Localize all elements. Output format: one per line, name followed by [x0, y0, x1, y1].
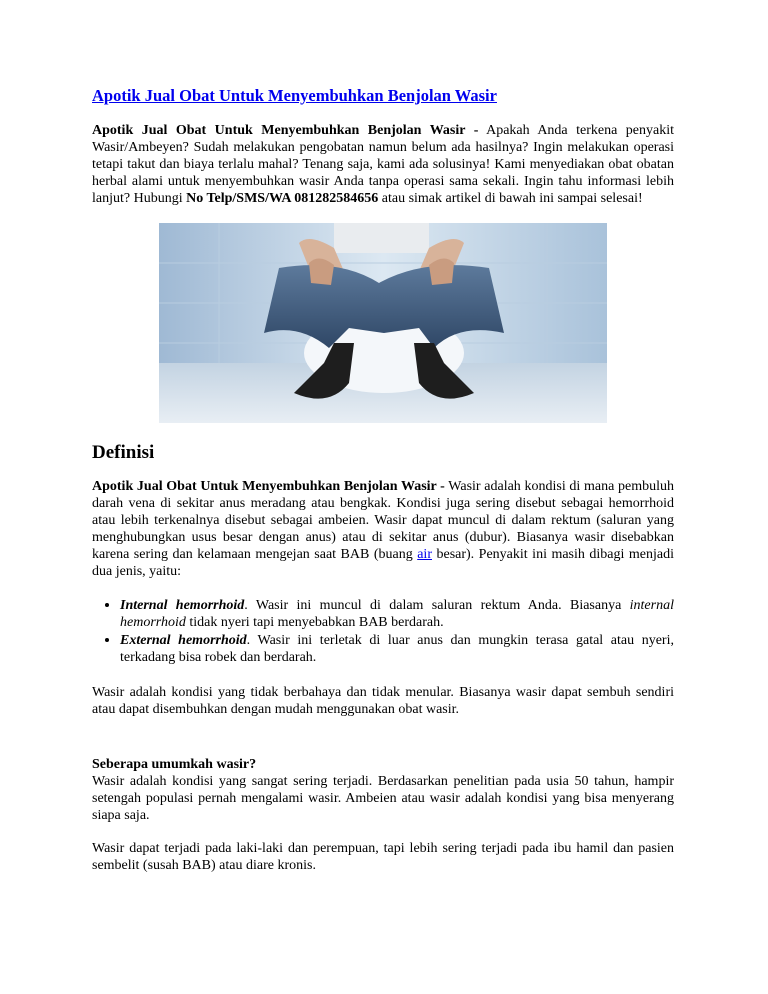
last-paragraph: Wasir dapat terjadi pada laki-laki dan perempuan, tapi lebih sering terjadi pada ibu hamil dan pasien sembelit (susah BAB) atau diare kronis. [92, 841, 674, 873]
section-heading-definisi: Definisi [92, 442, 155, 463]
intro-bold-lead: Apotik Jual Obat Untuk Menyembuhkan Benjolan Wasir - [92, 123, 479, 138]
benign-paragraph: Wasir adalah kondisi yang tidak berbahaya dan tidak menular. Biasanya wasir dapat sembuh sendiri atau dapat disembuhkan dengan mudah menggunakan obat wasir. [92, 685, 674, 717]
list-item [120, 596, 674, 631]
list-item-text-1: . Wasir ini muncul di dalam saluran rektum Anda. Biasanya [244, 598, 630, 613]
hemorrhoid-types-list [92, 596, 674, 666]
list-item-term: External hemorrhoid [120, 633, 247, 648]
intro-text-2: atau simak artikel di bawah ini sampai selesai! [378, 191, 643, 206]
common-subheading: Seberapa umumkah wasir? [92, 757, 257, 772]
definition-text-1: Wasir adalah kondisi di mana pembuluh darah vena di sekitar anus meradang atau bengkak. Kondisi juga sering disebut sebagai hemorrhoid atau lebih terkenalnya disebut sebagai ambeien. Wasir dapat muncul di dalam rektum (saluran yang menghubungkan usus besar dengan anus) atau di sekitar anus (dubur). Biasanya wasir disebabkan karena sering dan kelamaan mengejan saat BAB (buang [92, 479, 674, 562]
list-item-text-1: . Wasir ini terletak di luar anus dan mungkin terasa gatal atau nyeri, terkadang bisa robek dan berdarah. [120, 633, 674, 665]
list-item-italic: internal hemorrhoid [120, 598, 674, 630]
list-item-text-2: tidak nyeri tapi menyebabkan BAB berdarah. [185, 615, 444, 630]
definition-bold-lead: Apotik Jual Obat Untuk Menyembuhkan Benjolan Wasir - [92, 479, 445, 494]
toilet-photo [159, 223, 607, 423]
common-text: Wasir adalah kondisi yang sangat sering terjadi. Berdasarkan penelitian pada usia 50 tahun, hampir setengah populasi pernah mengalami wasir. Ambeien atau wasir adalah kondisi yang bisa menyerang siapa saja. [92, 774, 674, 823]
title-link[interactable]: Apotik Jual Obat Untuk Menyembuhkan Benjolan Wasir [92, 86, 497, 105]
intro-text-1: Apakah Anda terkena penyakit Wasir/Ambeyen? Sudah melakukan pengobatan namun belum ada hasilnya? Ingin melakukan operasi tetapi takut dan biaya terlalu mahal? Tenang saja, kami ada solusinya! Kami menyediakan obat obatan herbal alami untuk menyembuhkan wasir Anda tanpa operasi sama sekali. Ingin tahu informasi lebih lanjut? Hubungi [92, 123, 675, 206]
air-link[interactable]: air [417, 547, 432, 562]
list-item-term: Internal hemorrhoid [120, 598, 245, 613]
hero-image [159, 223, 607, 423]
document-page [92, 86, 674, 874]
list-item [120, 631, 674, 666]
definition-text-2: besar). Penyakit ini masih dibagi menjadi dua jenis, yaitu: [92, 547, 674, 579]
common-paragraph [92, 756, 674, 824]
contact-number: No Telp/SMS/WA 081282584656 [186, 191, 379, 206]
definition-paragraph [92, 478, 674, 580]
intro-paragraph [92, 122, 674, 207]
